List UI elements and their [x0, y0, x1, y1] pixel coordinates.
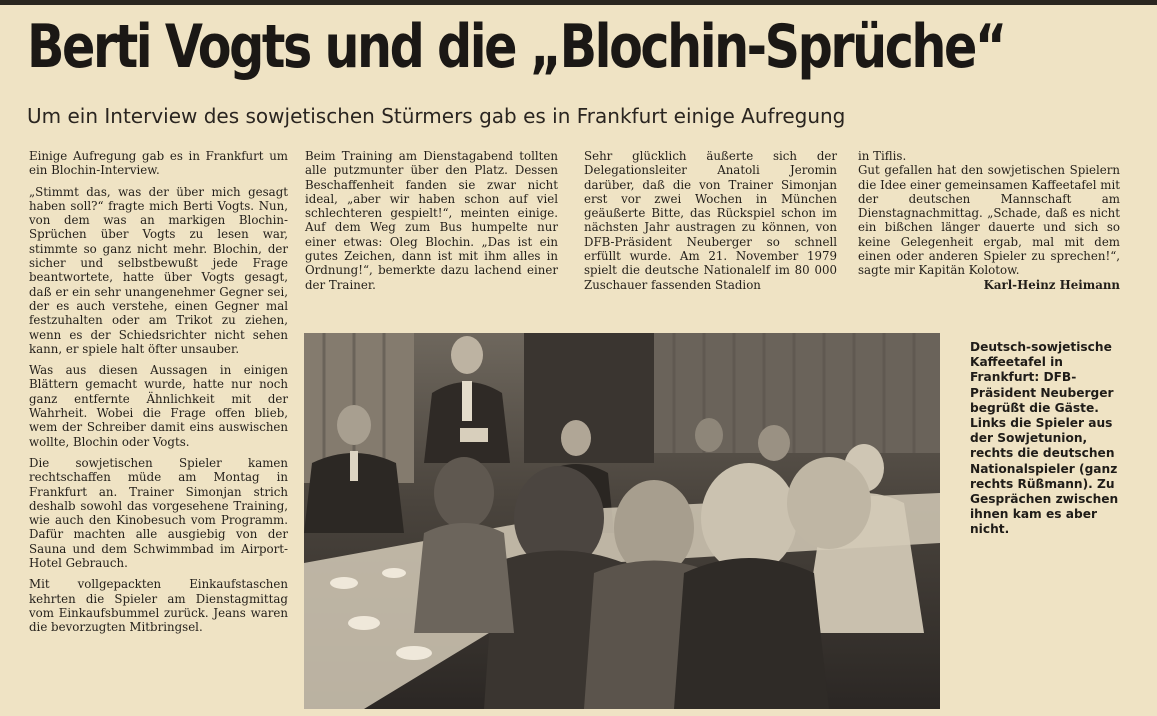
article-column-1: [29, 149, 288, 642]
article-column-4: [858, 149, 1120, 292]
author-name: Karl-Heinz Heimann: [983, 277, 1120, 292]
photo-caption: Deutsch-sowjetische Kaffeetafel in Frankfurt: DFB-Präsident Neuberger begrüßt die Gäste. Links die Spieler aus der Sowjetunion, rechts die deutschen Nationalspieler (ganz rechts Rüßmann). Zu Gesprächen zwischen ihnen kam es aber nicht.: [970, 340, 1119, 537]
paragraph: Gut gefallen hat den sowjetischen Spielern die Idee einer gemeinsamen Kaffeetafel mit der deutschen Mannschaft am Dienstagnachmittag. „Schade, daß es nicht ein bißchen länger dauerte und sich so keine Gelegenheit ergab, mal mit dem einen oder anderen Spieler zu sprechen!“, sagte mir Kapitän Kolotow.: [858, 163, 1120, 278]
article-column-3: [584, 149, 837, 299]
paragraph: Die sowjetischen Spieler kamen rechtschaffen müde am Montag in Frankfurt an. Trainer Simonjan strich deshalb sowohl das vorgesehene Training, wie auch den Kinobesuch vom Programm. Dafür machten alle ausgiebig von der Sauna und dem Schwimmbad im Airport-Hotel Gebrauch.: [29, 455, 288, 571]
paragraph: Beim Training am Dienstagabend tollten alle putzmunter über den Platz. Dessen Beschaffenheit fanden sie zwar nicht ideal, „aber wir haben schon auf viel schlechteren gespielt!“, meinten einige. Auf dem Weg zum Bus humpelte nur einer etwas: Oleg Blochin. „Das ist ein gutes Zeichen, dann ist mit ihm alles in Ordnung!“, bemerkte dazu lachend einer der Trainer.: [305, 149, 558, 292]
article-column-2: [305, 149, 558, 299]
paragraph: „Stimmt das, was der über mich gesagt haben soll?“ fragte mich Berti Vogts. Nun, von dem was an markigen Blochin-Sprüchen über Vogts zu lesen war, stimmte so ganz nicht mehr. Blochin, der sicher und selbstbewußt jede Frage beantwortete, hatte über Vogts gesagt, daß er ein sehr unangenehmer Gegner sei, der es auch verstehe, einen Gegner mal festzuhalten oder am Trikot zu ziehen, wenn es der Schiedsrichter nicht sehen kann, er spiele halt öfter unsauber.: [29, 184, 288, 356]
press-photo: [304, 333, 940, 709]
paragraph: Mit vollgepackten Einkaufstaschen kehrten die Spieler am Dienstagmittag vom Einkaufsbummel zurück. Jeans waren die bevorzugten Mitbringsel.: [29, 577, 288, 635]
paragraph: Sehr glücklich äußerte sich der Delegationsleiter Anatoli Jeromin darüber, daß die von Trainer Simonjan erst vor zwei Wochen in München geäußerte Bitte, das Rückspiel schon im nächsten Jahr austragen zu können, von DFB-Präsident Neuberger so schnell erfüllt wurde. Am 21. November 1979 spielt die deutsche Nationalelf im 80 000 Zuschauer fassenden Stadion: [584, 149, 837, 292]
headline: Berti Vogts und die „Blochin-Sprüche“: [27, 12, 1005, 82]
byline: [858, 278, 1120, 292]
paragraph: Einige Aufregung gab es in Frankfurt um ein Blochin-Interview.: [29, 149, 288, 178]
subheadline: Um ein Interview des sowjetischen Stürmers gab es in Frankfurt einige Aufregung: [27, 104, 846, 128]
paragraph: Was aus diesen Aussagen in einigen Blättern gemacht wurde, hatte nur noch ganz entfernte Ähnlichkeit mit der Wahrheit. Wobei die Frage offen blieb, wem der Schreiber damit eins auswischen wollte, Blochin oder Vogts.: [29, 363, 288, 449]
paragraph: in Tiflis.: [858, 149, 907, 163]
press-photo-banquet-icon: [304, 333, 940, 709]
